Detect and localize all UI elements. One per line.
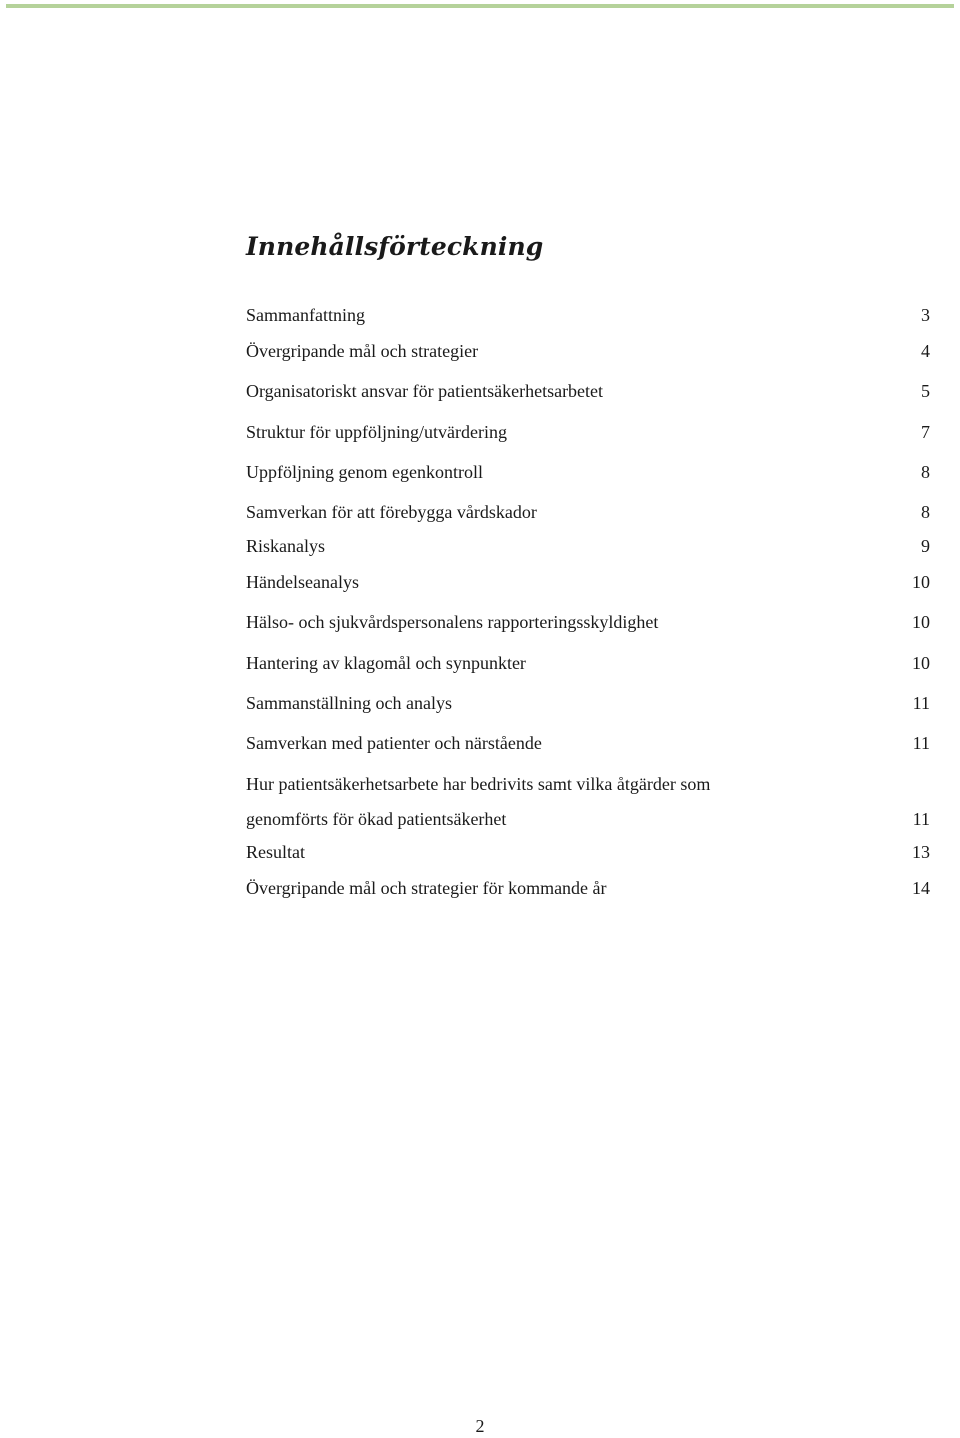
- toc-entry-title: genomförts för ökad patientsäkerhet: [246, 809, 507, 829]
- toc-title: Innehållsförteckning: [246, 232, 544, 261]
- toc-entry-page: 7: [921, 422, 930, 442]
- toc-entry-title: Resultat: [246, 842, 305, 862]
- toc-entry[interactable]: [246, 651, 934, 675]
- toc-entry[interactable]: [246, 807, 934, 831]
- toc-entry-page: 11: [912, 809, 930, 829]
- toc-entry-title: Uppföljning genom egenkontroll: [246, 462, 483, 482]
- toc-entry-page: 8: [921, 502, 930, 522]
- toc-entry-title: Samverkan med patienter och närstående: [246, 733, 542, 753]
- toc-entry-page: 8: [921, 462, 930, 482]
- toc-entry[interactable]: [246, 570, 934, 594]
- toc-entry[interactable]: [246, 691, 934, 715]
- toc-entry-title: Övergripande mål och strategier för kommande år: [246, 878, 607, 898]
- toc-entry[interactable]: [246, 420, 934, 444]
- toc-entry-page: 3: [921, 305, 930, 325]
- toc-entry[interactable]: [246, 731, 934, 755]
- toc-entry-title: Struktur för uppföljning/utvärdering: [246, 422, 507, 442]
- toc-entry[interactable]: [246, 379, 934, 403]
- toc-entry[interactable]: [246, 534, 934, 558]
- toc-entry-page: 5: [921, 381, 930, 401]
- toc-entry-title: Hälso- och sjukvårdspersonalens rapporteringsskyldighet: [246, 612, 659, 632]
- toc-entry[interactable]: [246, 610, 934, 634]
- toc-entry-title: Övergripande mål och strategier: [246, 341, 479, 361]
- toc-entry-page: 9: [921, 536, 930, 556]
- toc-entry-page: 14: [912, 878, 930, 898]
- toc-entry[interactable]: [246, 876, 934, 900]
- toc-entry-page: 4: [921, 341, 930, 361]
- toc-entry-title: Händelseanalys: [246, 572, 359, 592]
- toc-entry-page: 11: [912, 733, 930, 753]
- toc-entry-page: 10: [912, 612, 930, 632]
- toc-entry-title: Samverkan för att förebygga vårdskador: [246, 502, 537, 522]
- toc-entry-page: 13: [912, 842, 930, 862]
- toc-entry-page: 10: [912, 572, 930, 592]
- toc-entry-title: Organisatoriskt ansvar för patientsäkerhetsarbetet: [246, 381, 604, 401]
- toc-entry[interactable]: [246, 500, 934, 524]
- toc-entry-title: Hantering av klagomål och synpunkter: [246, 653, 526, 673]
- page-number: 2: [475, 1416, 485, 1436]
- page-top-rule: [6, 4, 954, 8]
- toc-entry-page: 11: [912, 693, 930, 713]
- toc-entry-title: Sammanfattning: [246, 305, 365, 325]
- toc-entry[interactable]: [246, 303, 934, 327]
- toc-entry[interactable]: [246, 460, 934, 484]
- toc-entry[interactable]: [246, 339, 934, 363]
- toc-entry-title: Riskanalys: [246, 536, 325, 556]
- toc-entry-page: 10: [912, 653, 930, 673]
- toc-entry[interactable]: [246, 840, 934, 864]
- toc-entry[interactable]: [246, 772, 934, 796]
- toc-entry-title: Hur patientsäkerhetsarbete har bedrivits samt vilka åtgärder som: [246, 774, 711, 794]
- toc-entry-title: Sammanställning och analys: [246, 693, 452, 713]
